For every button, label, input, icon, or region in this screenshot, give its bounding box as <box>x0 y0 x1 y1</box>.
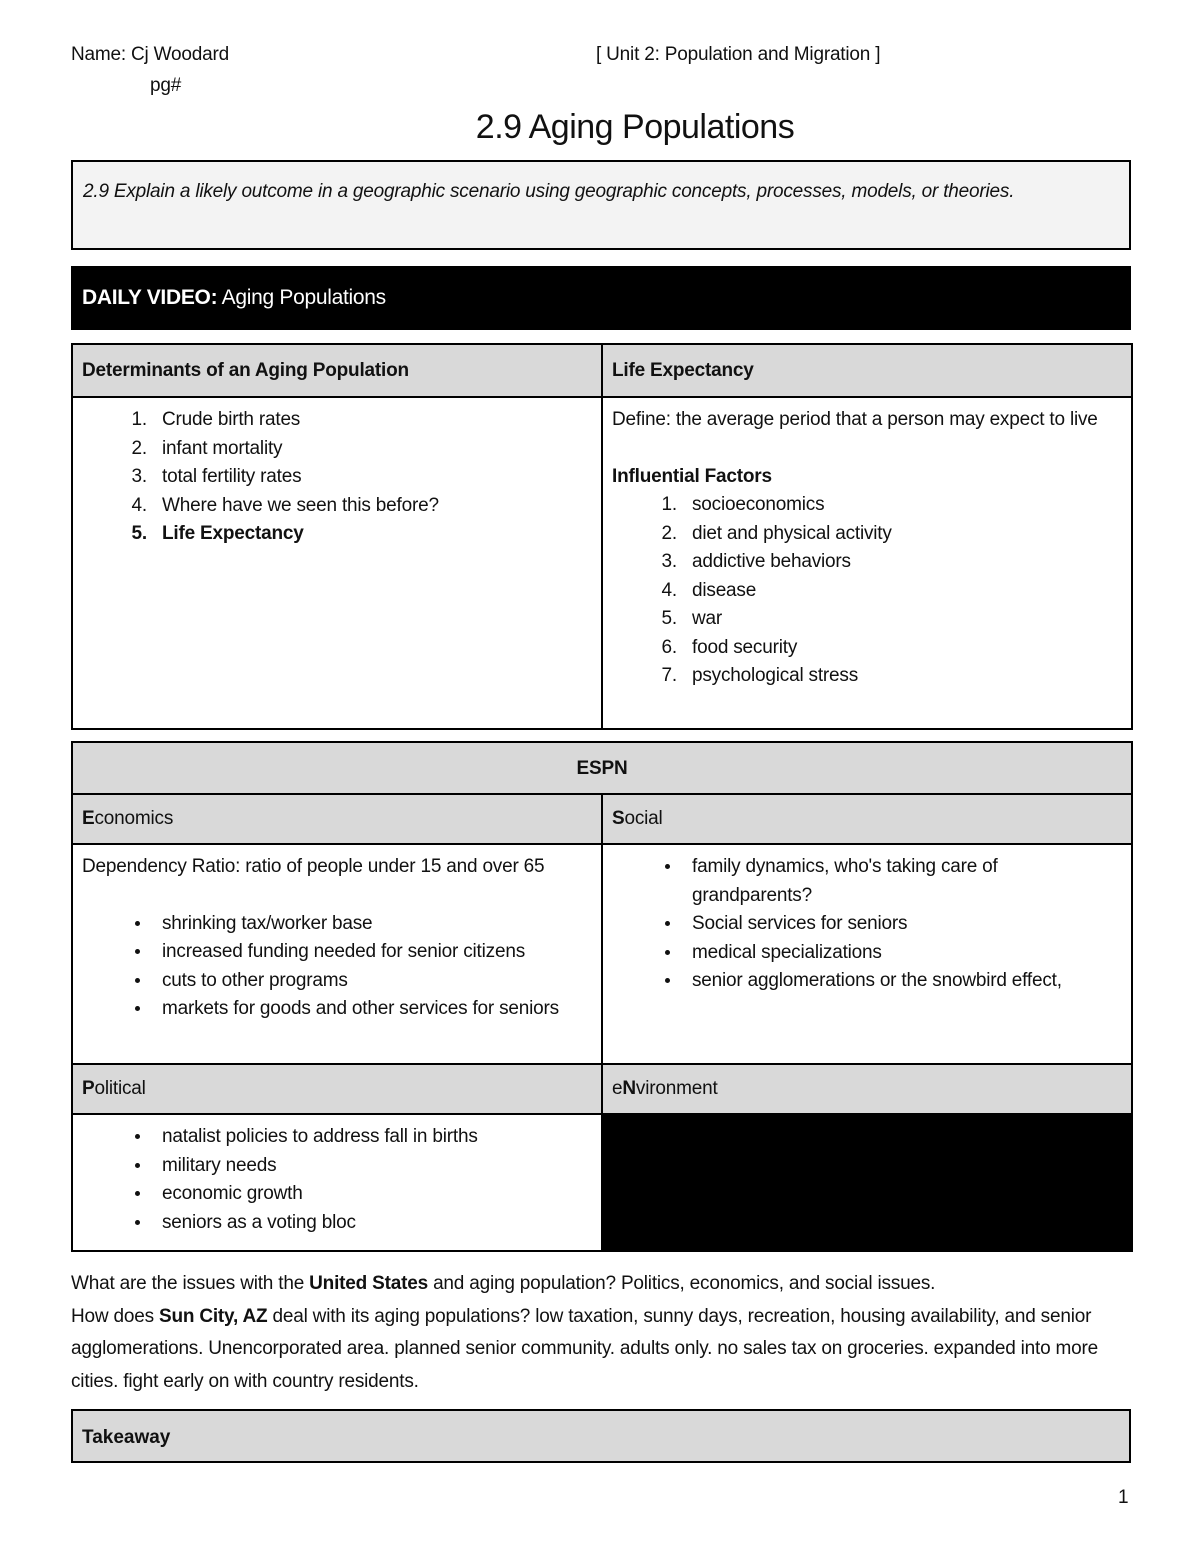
page-number: 1 <box>1118 1487 1129 1508</box>
list-item: • markets for goods and other services for seniors <box>152 995 592 1024</box>
social-cell <box>602 844 1132 1064</box>
social-label: ocial <box>624 808 663 829</box>
espn-table <box>71 741 1133 1252</box>
environment-prefix: e <box>612 1078 623 1099</box>
environment-cell-blacked-out <box>602 1114 1132 1251</box>
list-item: 3. addictive behaviors <box>682 548 1122 577</box>
discussion-questions <box>71 1268 1141 1398</box>
list-item: 1. socioeconomics <box>682 491 1122 520</box>
social-list <box>612 853 1122 996</box>
environment-header <box>602 1064 1132 1114</box>
list-item: 3. total fertility rates <box>152 463 592 492</box>
political-cell <box>72 1114 602 1251</box>
political-list <box>82 1123 592 1237</box>
list-item: • increased funding needed for senior citizens <box>152 938 592 967</box>
economics-initial: E <box>82 808 95 829</box>
takeaway-header: Takeaway <box>71 1409 1131 1463</box>
influential-factors-list <box>612 491 1122 691</box>
determinants-list <box>82 406 592 549</box>
list-item: • family dynamics, who's taking care of grandparents? <box>682 853 1122 910</box>
list-item: • senior agglomerations or the snowbird effect, <box>682 967 1122 996</box>
life-expectancy-definition: Define: the average period that a person may expect to live <box>612 409 1098 430</box>
question-keyword: United States <box>309 1273 428 1294</box>
learning-objective: 2.9 Explain a likely outcome in a geographic scenario using geographic concepts, processes, models, or theories. <box>71 160 1131 250</box>
political-initial: P <box>82 1078 95 1099</box>
determinants-cell <box>72 397 602 729</box>
list-item: 6. food security <box>682 634 1122 663</box>
page-number-label: pg# <box>150 75 182 96</box>
list-item: 1. Crude birth rates <box>152 406 592 435</box>
economics-cell <box>72 844 602 1064</box>
influential-factors-heading: Influential Factors <box>612 465 772 487</box>
environment-label: vironment <box>635 1078 718 1099</box>
life-expectancy-cell <box>602 397 1132 729</box>
dependency-ratio-text: Dependency Ratio: ratio of people under 15 and over 65 <box>82 856 545 877</box>
daily-video-bar <box>71 266 1131 330</box>
question-united-states <box>71 1268 1141 1301</box>
list-item: • cuts to other programs <box>152 967 592 996</box>
daily-video-label: DAILY VIDEO: <box>82 286 218 309</box>
list-item: • seniors as a voting bloc <box>152 1209 592 1238</box>
question-answer: and aging population? Politics, economics, and social issues. <box>427 1273 936 1294</box>
list-item: 4. Where have we seen this before? <box>152 492 592 521</box>
student-name: Name: Cj Woodard <box>71 44 230 65</box>
list-item: • shrinking tax/worker base <box>152 910 592 939</box>
political-header <box>72 1064 602 1114</box>
question-answer: deal with its aging populations? low taxation, sunny days, recreation, housing availability, and senior agglomerations. Unencorporated area. planned senior community. adults only. no sales tax on groceries. expanded into more cities. fight early on with country residents. <box>71 1305 1099 1392</box>
list-item: 5. Life Expectancy <box>152 520 592 549</box>
question-text: How does <box>71 1305 159 1327</box>
question-sun-city <box>71 1301 1141 1399</box>
determinants-header: Determinants of an Aging Population <box>72 344 602 397</box>
list-item: 5. war <box>682 605 1122 634</box>
unit-title: [ Unit 2: Population and Migration ] <box>596 44 881 65</box>
life-expectancy-header: Life Expectancy <box>602 344 1132 397</box>
social-header <box>602 794 1132 844</box>
page-title: 2.9 Aging Populations <box>475 108 795 146</box>
list-item: • medical specializations <box>682 939 1122 968</box>
political-label: olitical <box>94 1078 146 1099</box>
economics-list <box>82 910 592 1024</box>
list-item: • natalist policies to address fall in births <box>152 1123 592 1152</box>
list-item: • military needs <box>152 1152 592 1181</box>
question-text: What are the issues with the <box>71 1273 310 1294</box>
determinants-table <box>71 343 1133 730</box>
daily-video-topic: Aging Populations <box>217 286 386 309</box>
economics-header <box>72 794 602 844</box>
list-item: • economic growth <box>152 1180 592 1209</box>
list-item: 7. psychological stress <box>682 662 1122 691</box>
list-item: 2. diet and physical activity <box>682 520 1122 549</box>
espn-title: ESPN <box>72 742 1132 794</box>
list-item: 4. disease <box>682 577 1122 606</box>
environment-initial: N <box>622 1078 636 1099</box>
economics-label: conomics <box>94 808 174 829</box>
question-keyword: Sun City, AZ <box>158 1305 268 1327</box>
list-item: 2. infant mortality <box>152 435 592 464</box>
social-initial: S <box>612 808 625 829</box>
list-item: • Social services for seniors <box>682 910 1122 939</box>
